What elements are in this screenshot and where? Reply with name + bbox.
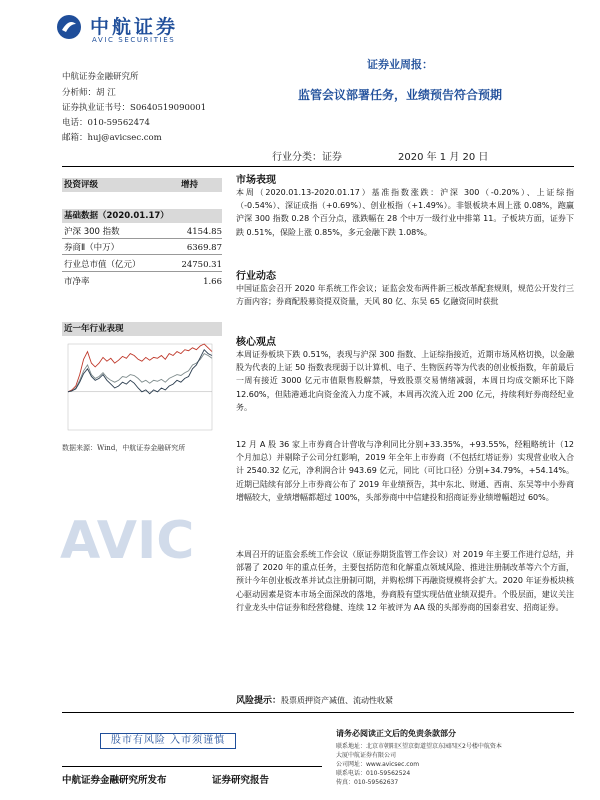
rating-value: 增持 — [180, 180, 198, 190]
contact-line[interactable]: 公司网址：www.avicsec.com — [336, 761, 420, 768]
report-date: 2020 年 1 月 20 日 — [398, 152, 489, 163]
view-section-title: 核心观点 — [236, 337, 276, 348]
view-paragraph-1: 本周证券板块下跌 0.51%，表现与沪深 300 指数、上证综指接近，近期市场风格切换，以金融股为代表的上证 50 指数表现弱于以计算机、电子、生物医药等为代表的创业板指数，年前最后一周有接近 3000 亿元市值限售股解禁，导致股票交易情绪减弱，本周日均成交额环比下降 12.60%，但陆港通北向资金流入力度不减，本周再次流入近 200 亿元，持续利好券商经纪业务。 — [236, 350, 574, 412]
analyst-name: 分析师：胡 江 — [62, 88, 116, 98]
disclaimer-notice[interactable]: 请务必阅读正文后的免责条款部分 — [336, 729, 456, 738]
basic-data-row — [62, 241, 222, 255]
basic-data-title: 基础数据（2020.01.17） — [62, 209, 222, 223]
row-key: 沪深 300 指数 — [64, 227, 120, 237]
row-key: 市净率 — [64, 277, 90, 287]
watermark-text: AVIC — [60, 511, 195, 570]
industry-classification: 行业分类：证券 — [272, 152, 342, 163]
news-paragraph: 中国证监会召开 2020 年系统工作会议；证监会发布两件新三板改革配套规则，规范公开发行三方面内容；券商配股募资提双资量，天风 80 亿、东吴 65 亿融资同时获批 — [236, 284, 574, 307]
header-divider — [62, 166, 574, 167]
footer-publisher: 中航证券金融研究所发布 — [62, 775, 167, 786]
footer-report-type: 证券研究报告 — [212, 775, 270, 786]
row-value: 4154.85 — [186, 227, 222, 237]
logo-icon — [56, 14, 82, 40]
industry-performance-chart — [62, 338, 222, 442]
row-value: 24750.31 — [181, 260, 222, 270]
contact-line: 联系电话：010-59562524 — [336, 770, 411, 777]
logo-chinese-text: 中航证券 — [90, 16, 179, 38]
risk-warning — [236, 693, 393, 706]
chart-title: 近一年行业表现 — [62, 322, 222, 336]
rating-row — [62, 178, 222, 192]
watermark — [60, 510, 210, 570]
logo-english-text: AVIC SECURITIES — [92, 36, 176, 44]
contact-line: 传真：010-59562637 — [336, 779, 399, 786]
report-type: 证券业周报： — [367, 58, 433, 71]
row-key: 行业总市值（亿元） — [64, 260, 141, 270]
report-headline: 监管会议部署任务，业绩预告符合预期 — [297, 88, 502, 102]
license-number: 证券执业证书号：S0640519090001 — [62, 103, 207, 113]
chart-series-line-2 — [68, 350, 212, 394]
basic-data-row — [62, 258, 222, 272]
email[interactable]: 邮箱：huj@avicsec.com — [62, 133, 162, 143]
row-value: 1.66 — [203, 277, 222, 287]
news-section-title: 行业动态 — [236, 271, 276, 282]
phone: 电话：010-59562474 — [62, 118, 150, 128]
contact-line: 联系地址：北京市朝阳区望京街道望京东园四区2号楼中航资本 — [336, 743, 502, 750]
contact-line: 大厦中航证券有限公司 — [336, 752, 397, 759]
market-section-title: 市场表现 — [236, 175, 276, 186]
rating-label: 投资评级 — [64, 180, 99, 190]
chart-source: 数据来源：Wind，中航证券金融研究所 — [62, 444, 186, 452]
bottom-divider — [62, 766, 322, 767]
basic-data-row — [62, 225, 222, 239]
risk-label: 风险提示： — [236, 696, 282, 706]
institute-name: 中航证券金融研究所 — [62, 72, 139, 82]
row-value: 6369.87 — [186, 243, 222, 253]
risk-slogan: 股市有风险 入市须谨慎 — [100, 733, 236, 749]
view-paragraph-3: 本周召开的证监会系统工作会议（原证券期货监管工作会议）对 2019 年主要工作进行总结，并部署了 2020 年的重点任务，主要包括防范和化解重点领域风险、推进注册制改革等六个方面，预计今年创业板改革并试点注册制可期，并购松绑下再融资规模将会扩大。2020 年证券板块核心驱动因素是资本市场全面深改的落地，券商股有望实现估值业绩双提升。个股层面，建议关注行业龙头中信证券和经营稳健、连续 12 年被评为 AA 级的头部券商的国泰君安、招商证券。 — [236, 550, 574, 612]
row-key: 券商Ⅱ（中万） — [64, 243, 120, 253]
risk-text: 股票质押资产减值、流动性收紧 — [281, 696, 394, 705]
basic-data-row — [62, 275, 222, 289]
market-paragraph: 本周（2020.01.13-2020.01.17）基准指数涨跌：沪深 300（-0.20%）、上证综指（-0.54%）、深证成指（+0.69%）、创业板指（+1.49%）。非银板块本周上涨 0.08%，跑赢沪深 300 指数 0.28 个百分点，涨跌幅在 28 个中万一级行业中排第 11。子板块方面，证券下跌 0.51%，保险上涨 0.85%，多元金融下跌 1.08%。 — [236, 188, 574, 237]
view-paragraph-2: 12 月 A 股 36 家上市券商合计营收与净利同比分别+33.35%，+93.55%，经粗略统计（12 个月加总）并剔除子公司分红影响，2019 年全年上市券商（不包括红塔证券）实现营业收入合计 2540.32 亿元，净利润合计 943.69 亿元，同比（可比口径）分别+34.79%，+54.14%。近期已陆续有部分上市券商公布了 2019 年业绩预告，其中东北、财通、西南、东吴等中小券商增幅较大，业绩增幅都超过 100%，头部券商中中信建投和招商证券业绩增幅超过 60%。 — [236, 440, 574, 502]
footer-divider — [62, 712, 574, 713]
